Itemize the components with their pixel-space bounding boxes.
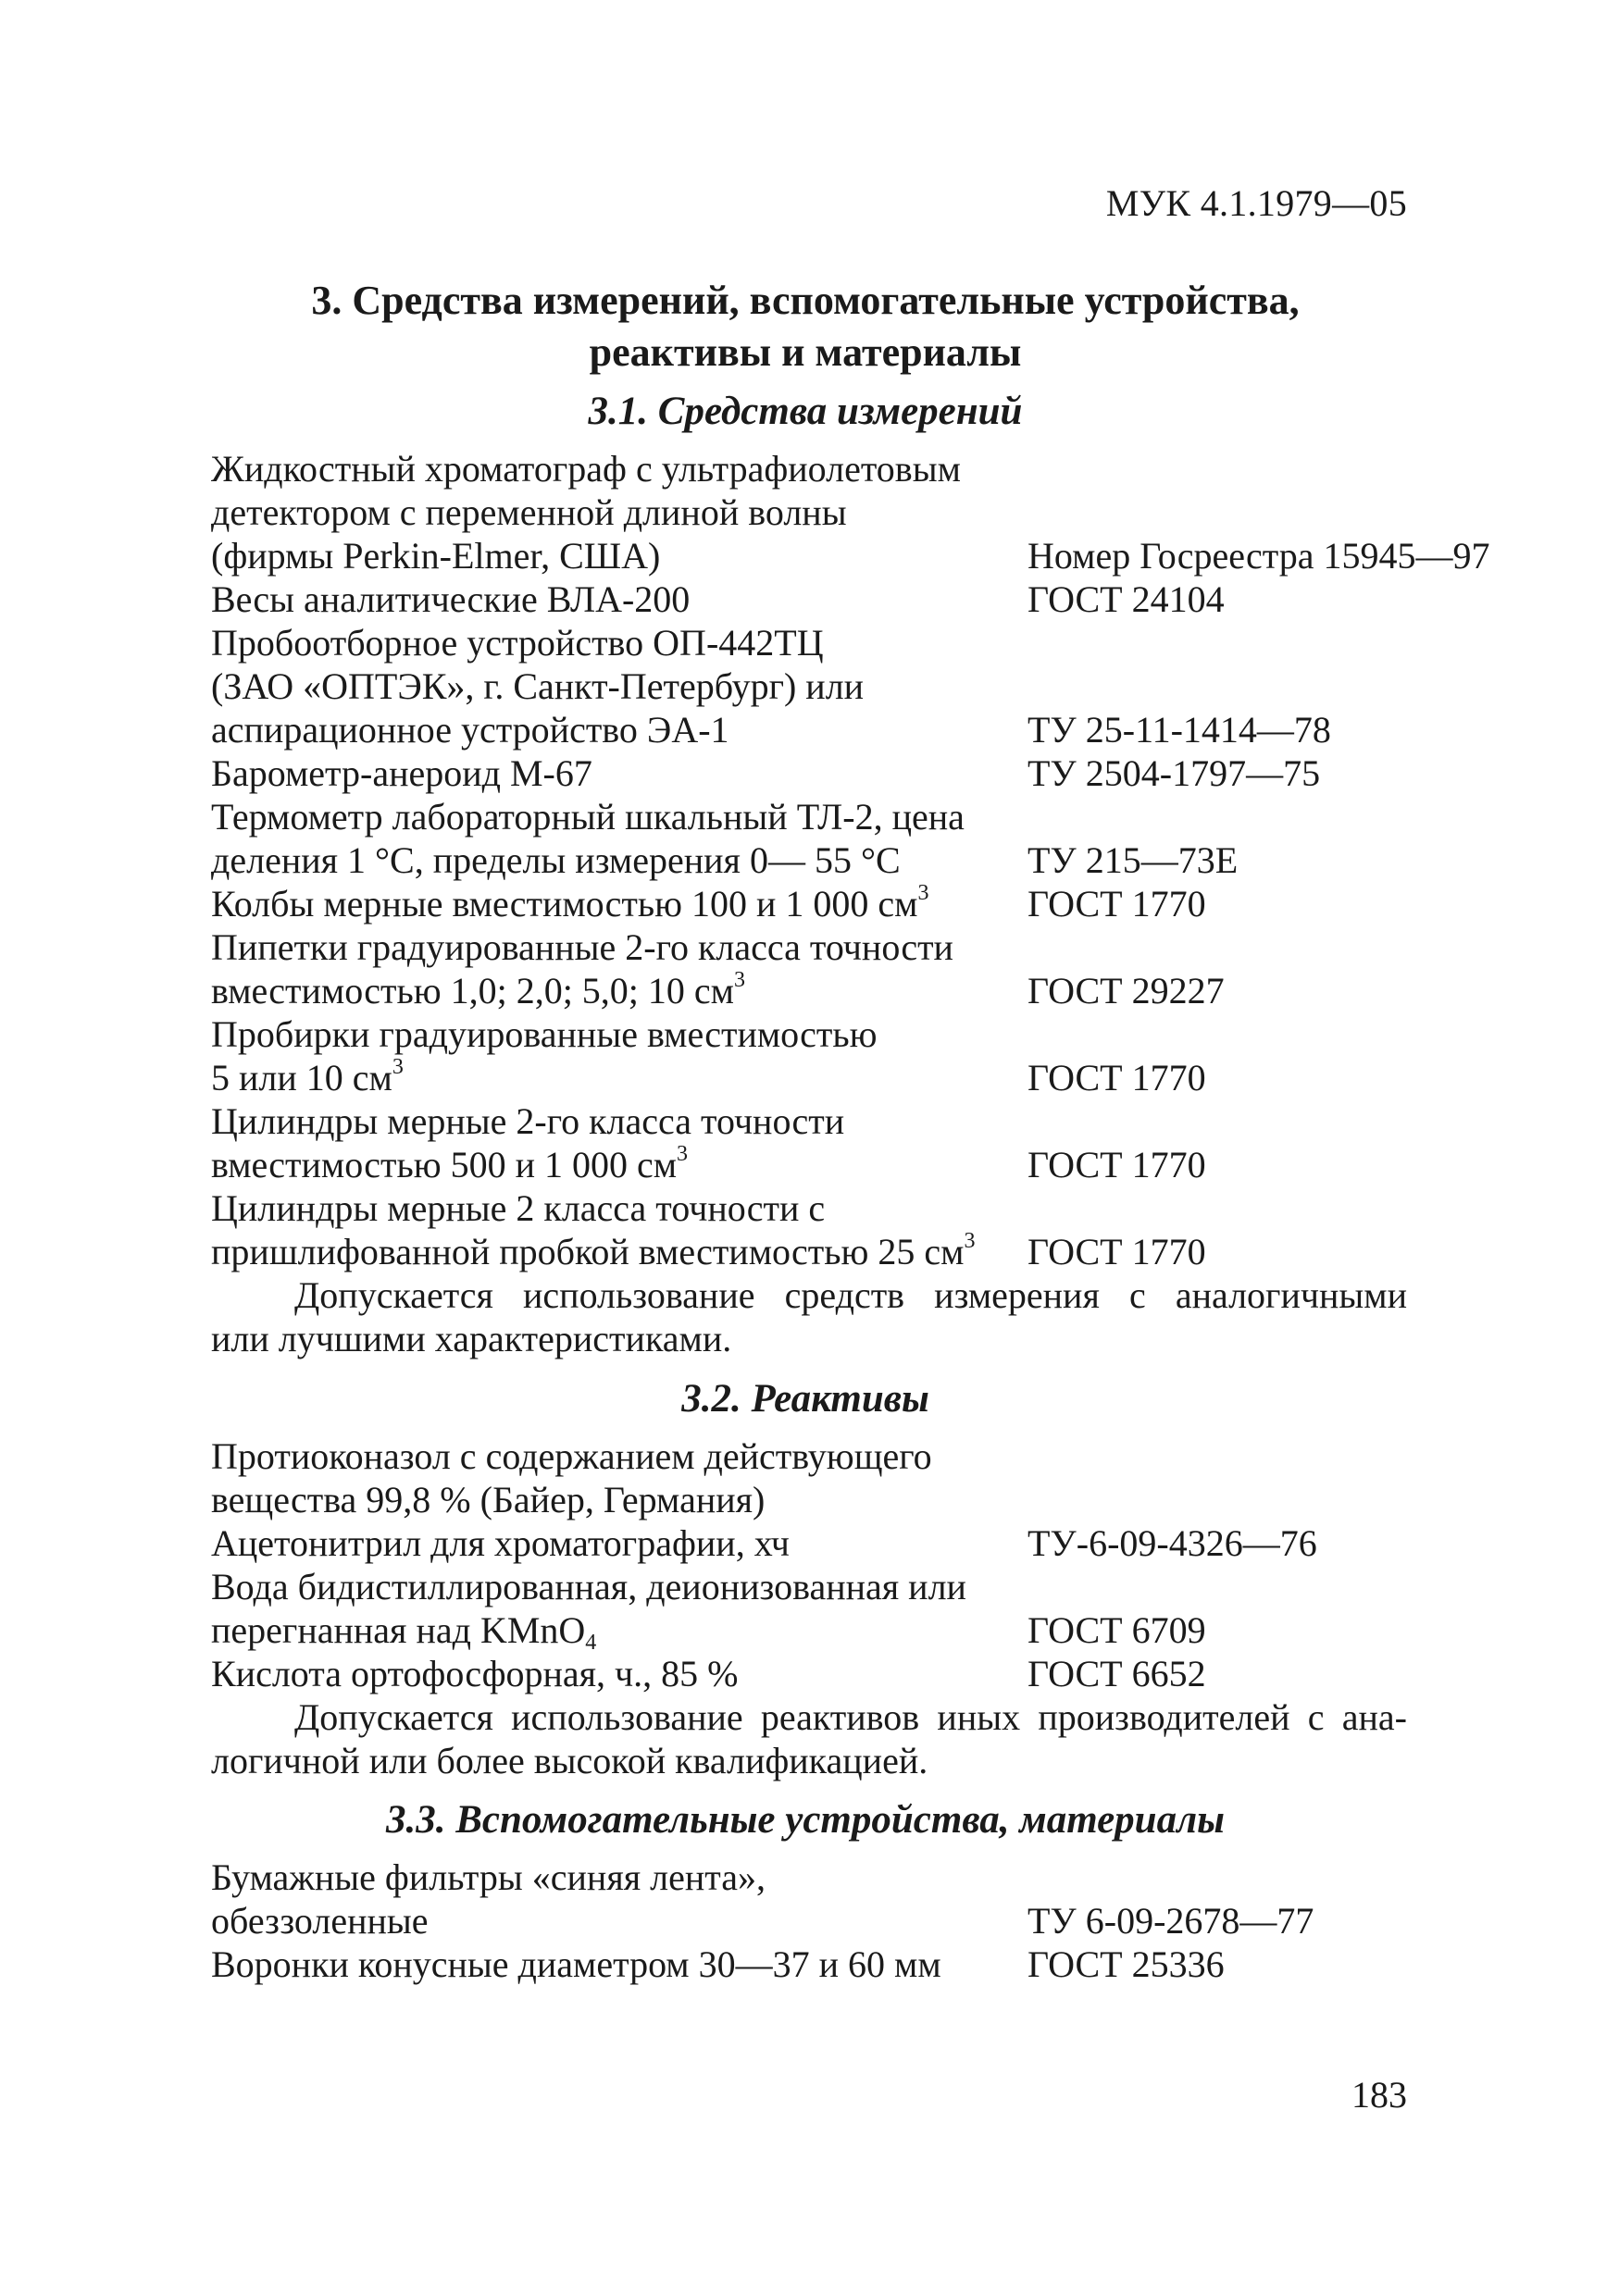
item-line: деления 1 °С, пределы измерения 0— 55 °С [211,839,901,881]
item-line: Ацетонитрил для хроматографии, хч [211,1522,790,1564]
item-description [211,1186,1016,1273]
item-description [211,1565,1016,1656]
item-line: Пробирки градуированные вместимостью [211,1013,878,1055]
superscript: 3 [964,1229,976,1253]
item-description [211,795,1016,882]
item-line: (фирмы Perkin-Elmer, США) [211,535,661,577]
note-line: логичной или более высокой квалификацией. [211,1740,928,1781]
item-line-text: вместимостью 500 и 1 000 см [211,1144,678,1185]
item-description [211,882,1016,925]
item-line-text: вместимостью 1,0; 2,0; 5,0; 10 см [211,970,734,1011]
item-line: обеззоленные [211,1900,429,1942]
item-standard: Номер Госреестра 15945—97 [1027,535,1490,577]
item-line [211,1143,1016,1186]
superscript: 3 [917,881,929,905]
item-line: Цилиндры мерные 2 класса точности с [211,1187,826,1229]
subsection-title-auxiliary-devices: 3.3. Вспомогательные устройства, материалы [385,1798,1225,1842]
item-description [211,925,1016,1012]
item-line [211,969,1016,1012]
item-standard: ГОСТ 6709 [1027,1609,1206,1651]
subsection-title-measuring-instruments: 3.1. Средства измерений [588,390,1023,433]
item-line: Цилиндры мерные 2-го класса точности [211,1100,845,1142]
superscript: 3 [392,1055,404,1079]
item-line: Протиоконазол с содержанием действующего [211,1435,932,1477]
item-standard: ГОСТ 29227 [1027,970,1225,1011]
item-description [211,1434,1016,1521]
item-description [211,1942,1016,1986]
item-standard: ГОСТ 25336 [1027,1943,1225,1985]
item-line: Весы аналитические ВЛА-200 [211,578,691,620]
item-line: Пробоотборное устройство ОП-442ТЦ [211,622,824,664]
item-standard: ГОСТ 24104 [1027,578,1225,620]
item-description [211,1012,1016,1099]
item-line [211,1608,1016,1656]
section-title-line-2: реактивы и материалы [589,329,1022,375]
item-description [211,1521,1016,1565]
item-line-text: Колбы мерные вместимостью 100 и 1 000 см [211,883,918,925]
item-standard: ТУ 2504-1797—75 [1027,752,1321,794]
item-line: Бумажные фильтры «синяя лента», [211,1856,766,1898]
item-line: Пипетки градуированные 2-го класса точности [211,926,953,968]
note-paragraph [211,1695,1407,1782]
item-standard: ГОСТ 1770 [1027,1057,1206,1098]
item-standard: ГОСТ 1770 [1027,1144,1206,1185]
note-line: Допускается использование средств измерения с аналогичными [294,1274,1407,1316]
item-line: Воронки конусные диаметром 30—37 и 60 мм [211,1943,941,1985]
item-line: Барометр-анероид М-67 [211,752,592,794]
item-line [211,882,1016,925]
item-standard: ГОСТ 1770 [1027,883,1206,925]
page-number: 183 [1351,2074,1407,2116]
item-description [211,447,1016,577]
item-description [211,1855,1016,1942]
item-description [211,577,1016,621]
item-line: (ЗАО «ОПТЭК», г. Санкт-Петербург) или [211,665,865,707]
note-line: Допускается использование реактивов иных производителей с ана- [294,1696,1407,1738]
item-line [211,1230,1016,1273]
note-paragraph [211,1273,1407,1360]
item-standard: ТУ 6-09-2678—77 [1027,1900,1314,1942]
item-description [211,1652,1016,1695]
item-line: Термометр лабораторный шкальный ТЛ-2, цена [211,796,965,838]
note-line: или лучшими характеристиками. [211,1318,732,1359]
item-line: Жидкостный хроматограф с ультрафиолетовым [211,448,961,490]
item-line: детектором с переменной длиной волны [211,491,847,533]
item-standard: ГОСТ 1770 [1027,1231,1206,1272]
subscript: 4 [585,1631,597,1656]
item-description [211,751,1016,795]
superscript: 3 [733,968,745,992]
item-line: вещества 99,8 % (Байер, Германия) [211,1479,766,1520]
item-description [211,1099,1016,1186]
item-line: Кислота ортофосфорная, ч., 85 % [211,1653,739,1694]
section-title [204,275,1407,379]
item-standard: ТУ 215—73Е [1027,839,1239,881]
section-title-line-1: 3. Средства измерений, вспомогательные устройства, [311,278,1300,323]
item-description [211,621,1016,751]
superscript: 3 [677,1142,689,1166]
document-code: МУК 4.1.1979—05 [1105,182,1407,224]
item-line: Вода бидистиллированная, деионизованная или [211,1566,966,1607]
item-standard: ТУ-6-09-4326—76 [1027,1522,1317,1564]
subsection-title-reagents: 3.2. Реактивы [681,1377,929,1421]
item-line-text: пришлифованной пробкой вместимостью 25 см [211,1231,965,1272]
item-line-text: перегнанная над KMnO [211,1609,586,1651]
item-standard: ТУ 25-11-1414—78 [1027,709,1331,751]
item-line: аспирационное устройство ЭА-1 [211,709,729,751]
item-line-text: 5 или 10 см [211,1057,392,1098]
item-standard: ГОСТ 6652 [1027,1653,1206,1694]
item-line [211,1056,1016,1099]
